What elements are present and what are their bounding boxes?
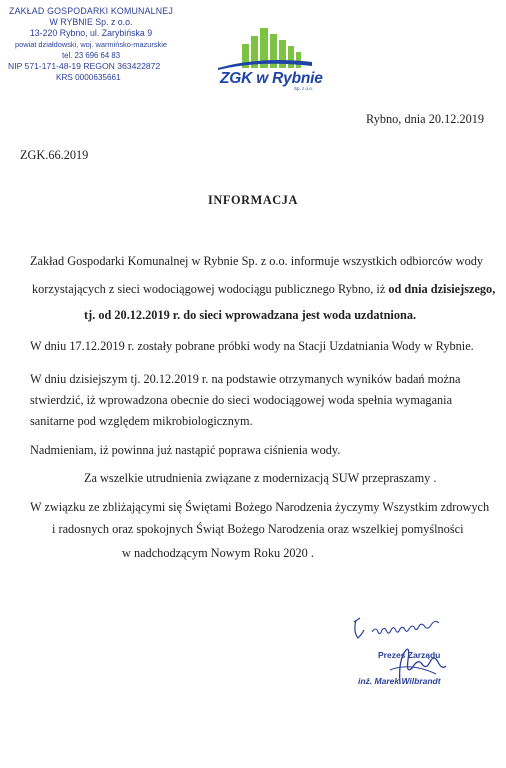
stamp-krs: KRS 0000635661	[56, 73, 121, 82]
reference-number: ZGK.66.2019	[20, 148, 89, 162]
signer-role: Prezes Zarządu	[378, 650, 441, 660]
paragraph-2: W dniu 17.12.2019 r. zostały pobrane próbki wody na Stacji Uzdatniania Wody w Rybnie.	[30, 339, 474, 353]
paragraph-3-line-1: W dniu dzisiejszym tj. 20.12.2019 r. na podstawie otrzymanych wyników badań można	[30, 372, 461, 386]
letter-date: Rybno, dnia 20.12.2019	[366, 112, 485, 126]
paragraph-1-line-2	[32, 282, 495, 297]
paragraph-5: Za wszelkie utrudnienia związane z modernizacją SUW przepraszamy .	[84, 471, 437, 485]
paragraph-3-line-2: stwierdzić, iż wprowadzona obecnie do sieci wodociągowej woda spełnia wymagania	[30, 393, 453, 407]
paragraph-3-line-3: sanitarne pod względem mikrobiologicznym.	[30, 414, 253, 428]
stamp-address: 13-220 Rybno, ul. Zarybińska 9	[29, 28, 153, 38]
stamp-company-name: ZAKŁAD GOSPODARKI KOMUNALNEJ	[9, 6, 173, 16]
paragraph-1-emphasis: od dnia dzisiejszego,	[388, 282, 496, 296]
stamp-region: powiat działdowski, woj. warmińsko-mazurskie	[15, 40, 167, 49]
paragraph-1-line-3: tj. od 20.12.2019 r. do sieci wprowadzana jest woda uzdatniona.	[84, 308, 417, 322]
company-stamp	[6, 6, 176, 83]
paragraph-1-line-1: Zakład Gospodarki Komunalnej w Rybnie Sp. z o.o. informuje wszystkich odbiorców wody	[30, 254, 484, 268]
logo-subtitle: Sp. z o.o.	[294, 86, 314, 91]
paragraph-1-line-2-text: korzystających z sieci wodociągowej wodociągu publicznego Rybno, iż	[32, 282, 389, 296]
logo-buildings-icon	[200, 22, 326, 72]
paragraph-6-line-3: w nadchodzącym Nowym Roku 2020 .	[122, 546, 314, 560]
handwritten-closing-scribble	[350, 612, 460, 642]
paragraph-4: Nadmieniam, iż powinna już nastąpić poprawa ciśnienia wody.	[30, 443, 341, 457]
stamp-phone: tel. 23 696 64 83	[61, 51, 121, 60]
document-title: INFORMACJA	[207, 193, 299, 207]
stamp-nip-regon: NIP 571-171-48-19 REGON 363422872	[8, 61, 161, 71]
signer-name: inż. Marek Wilbrandt	[358, 676, 441, 686]
logo-name: ZGK w Rybnie	[220, 70, 323, 87]
paragraph-6-line-1: W związku ze zbliżającymi się Świętami Bożego Narodzenia życzymy Wszystkim zdrowych	[30, 500, 490, 514]
paragraph-6-line-2: i radosnych oraz spokojnych Świąt Bożego Narodzenia oraz wszelkiej pomyślności	[52, 522, 464, 536]
handwritten-closing	[350, 612, 460, 642]
stamp-company-form: W RYBNIE Sp. z o.o.	[49, 17, 133, 27]
company-logo	[200, 22, 326, 90]
